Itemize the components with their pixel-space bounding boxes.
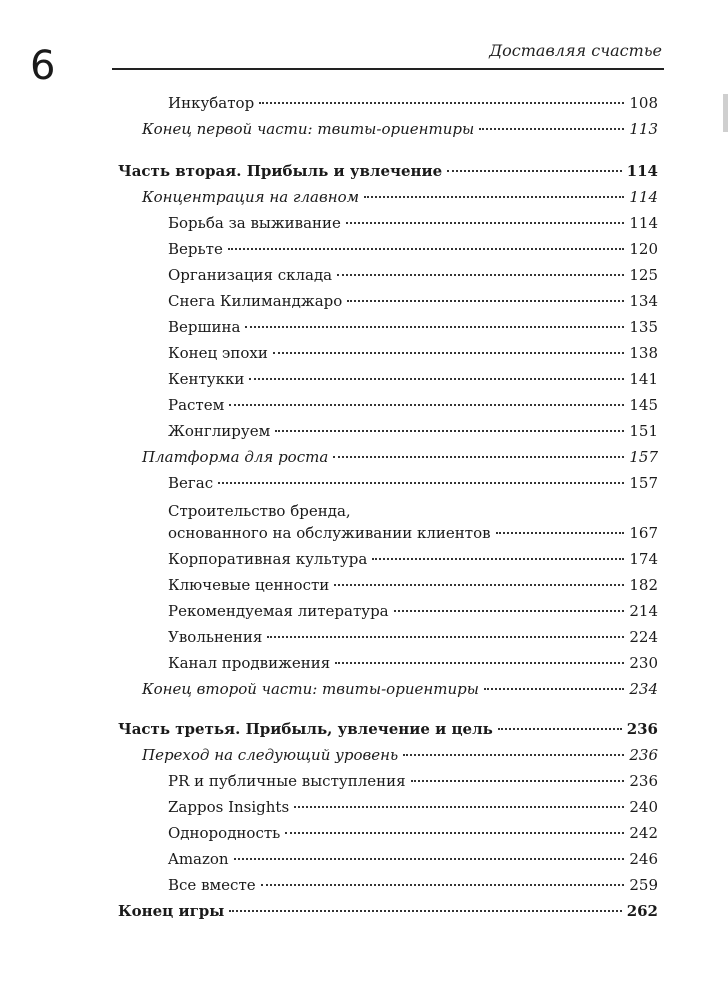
toc-entry-title: Жонглируем — [168, 422, 271, 440]
dot-leader — [234, 857, 625, 860]
dot-leader — [403, 753, 624, 756]
toc-entry-page: 262 — [626, 902, 658, 920]
toc-entry-title: Ключевые ценности — [168, 576, 330, 594]
toc-entry-page: 236 — [626, 720, 658, 738]
toc-entry-title: Вегас — [168, 474, 214, 492]
toc-entry-page: 236 — [629, 746, 658, 764]
toc-part-heading — [118, 902, 658, 926]
toc-entry-page: 259 — [629, 876, 658, 894]
dot-leader — [372, 557, 624, 560]
dot-leader — [267, 635, 624, 638]
dot-leader — [249, 377, 624, 380]
toc-entry-title: Организация склада — [168, 266, 333, 284]
toc-entry-title: Увольнения — [168, 628, 263, 646]
toc-entry — [142, 188, 658, 212]
toc-entry-title: Верьте — [168, 240, 223, 258]
toc-entry — [168, 292, 658, 316]
toc-entry-page: 114 — [626, 162, 658, 180]
dot-leader — [229, 909, 621, 912]
toc-entry — [168, 318, 658, 342]
toc-entry-page: 141 — [629, 370, 658, 388]
toc-entry-title: Платформа для роста — [142, 448, 329, 466]
toc-entry-title: Все вместе — [168, 876, 256, 894]
toc-entry-title: Часть вторая. Прибыль и увлечение — [118, 162, 443, 180]
toc-entry-page: 134 — [629, 292, 658, 310]
dot-leader — [333, 455, 624, 458]
dot-leader — [498, 727, 622, 730]
toc-entry-page: 125 — [629, 266, 658, 284]
toc-entry — [168, 576, 658, 600]
toc-entry-page: 145 — [629, 396, 658, 414]
toc-entry — [168, 214, 658, 238]
dot-leader — [411, 779, 625, 782]
toc-entry — [168, 396, 658, 420]
toc-entry-page: 236 — [629, 772, 658, 790]
toc-entry-title: Конец первой части: твиты-ориентиры — [142, 120, 475, 138]
toc-entry-title: Zappos Insights — [168, 798, 290, 816]
toc-entry — [142, 448, 658, 472]
toc-entry — [168, 772, 658, 796]
toc-entry-page: 182 — [629, 576, 658, 594]
page-number: 6 — [30, 43, 56, 89]
toc-entry — [168, 798, 658, 822]
toc-entry — [168, 344, 658, 368]
toc-entry-title: основанного на обслуживании клиентов — [168, 524, 491, 542]
toc-entry-title-line1: Строительство бренда, — [168, 502, 351, 520]
toc-entry-title: Концентрация на главном — [142, 188, 360, 206]
toc-entry — [168, 422, 658, 446]
dot-leader — [259, 101, 624, 104]
toc-entry — [142, 746, 658, 770]
dot-leader — [334, 583, 624, 586]
toc-entry — [168, 474, 658, 498]
toc-entry-title: Кентукки — [168, 370, 245, 388]
toc-entry-page: 157 — [629, 474, 658, 492]
dot-leader — [285, 831, 624, 834]
toc-entry — [142, 120, 658, 144]
dot-leader — [447, 169, 622, 172]
toc-entry-page: 114 — [629, 214, 658, 232]
toc-entry-title: Amazon — [168, 850, 229, 868]
toc-entry-page: 242 — [629, 824, 658, 842]
toc-entry-title: Корпоративная культура — [168, 550, 368, 568]
toc-entry-page: 138 — [629, 344, 658, 362]
dot-leader — [394, 609, 625, 612]
dot-leader — [218, 481, 624, 484]
dot-leader — [275, 429, 624, 432]
toc-entry — [168, 628, 658, 652]
dot-leader — [273, 351, 625, 354]
dot-leader — [229, 403, 624, 406]
toc-entry-page: 108 — [629, 94, 658, 112]
dot-leader — [261, 883, 625, 886]
toc-entry — [168, 654, 658, 678]
toc-entry — [168, 524, 658, 548]
toc-entry-title: Растем — [168, 396, 225, 414]
dot-leader — [347, 299, 624, 302]
toc-part-heading — [118, 162, 658, 186]
dot-leader — [245, 325, 624, 328]
dot-leader — [484, 687, 624, 690]
toc-entry-title: Рекомендуемая литература — [168, 602, 389, 620]
toc-entry — [168, 824, 658, 848]
running-head: Доставляя счастье — [489, 41, 662, 60]
toc-entry-page: 151 — [629, 422, 658, 440]
toc-entry-page: 246 — [629, 850, 658, 868]
dot-leader — [335, 661, 624, 664]
toc-entry-page: 113 — [629, 120, 658, 138]
dot-leader — [228, 247, 625, 250]
toc-entry — [168, 370, 658, 394]
toc-entry-title: Вершина — [168, 318, 241, 336]
toc-entry-title: Канал продвижения — [168, 654, 331, 672]
toc-entry — [168, 602, 658, 626]
toc-entry-page: 240 — [629, 798, 658, 816]
toc-entry-title: Конец эпохи — [168, 344, 268, 362]
toc-entry-page: 120 — [629, 240, 658, 258]
dot-leader — [337, 273, 624, 276]
dot-leader — [496, 531, 625, 534]
toc-entry-page: 135 — [629, 318, 658, 336]
toc-entry — [168, 850, 658, 874]
toc-entry-page: 157 — [629, 448, 658, 466]
toc-entry — [168, 266, 658, 290]
toc-entry-page: 167 — [629, 524, 658, 542]
toc-entry-title: Инкубатор — [168, 94, 255, 112]
toc-part-heading — [118, 720, 658, 744]
page-edge-shadow — [723, 94, 728, 132]
toc-entry-page: 234 — [629, 680, 658, 698]
dot-leader — [479, 127, 624, 130]
toc-entry-page: 174 — [629, 550, 658, 568]
toc-entry-title: Конец игры — [118, 902, 225, 920]
toc-entry — [168, 94, 658, 118]
toc-entry-page: 230 — [629, 654, 658, 672]
dot-leader — [364, 195, 624, 198]
toc-entry-page: 224 — [629, 628, 658, 646]
toc-entry — [168, 876, 658, 900]
dot-leader — [346, 221, 624, 224]
dot-leader — [294, 805, 624, 808]
toc-entry-page: 114 — [629, 188, 658, 206]
toc-entry-title: Однородность — [168, 824, 281, 842]
toc-entry — [142, 680, 658, 704]
toc-entry — [168, 240, 658, 264]
header-rule — [112, 68, 664, 70]
toc-entry-title: Переход на следующий уровень — [142, 746, 399, 764]
toc-entry-title: Часть третья. Прибыль, увлечение и цель — [118, 720, 493, 738]
toc-entry-title: PR и публичные выступления — [168, 772, 406, 790]
toc-entry-page: 214 — [629, 602, 658, 620]
toc-entry-title: Снега Килиманджаро — [168, 292, 343, 310]
toc-entry-title: Борьба за выживание — [168, 214, 341, 232]
toc-entry-title: Конец второй части: твиты-ориентиры — [142, 680, 479, 698]
toc-entry — [168, 550, 658, 574]
